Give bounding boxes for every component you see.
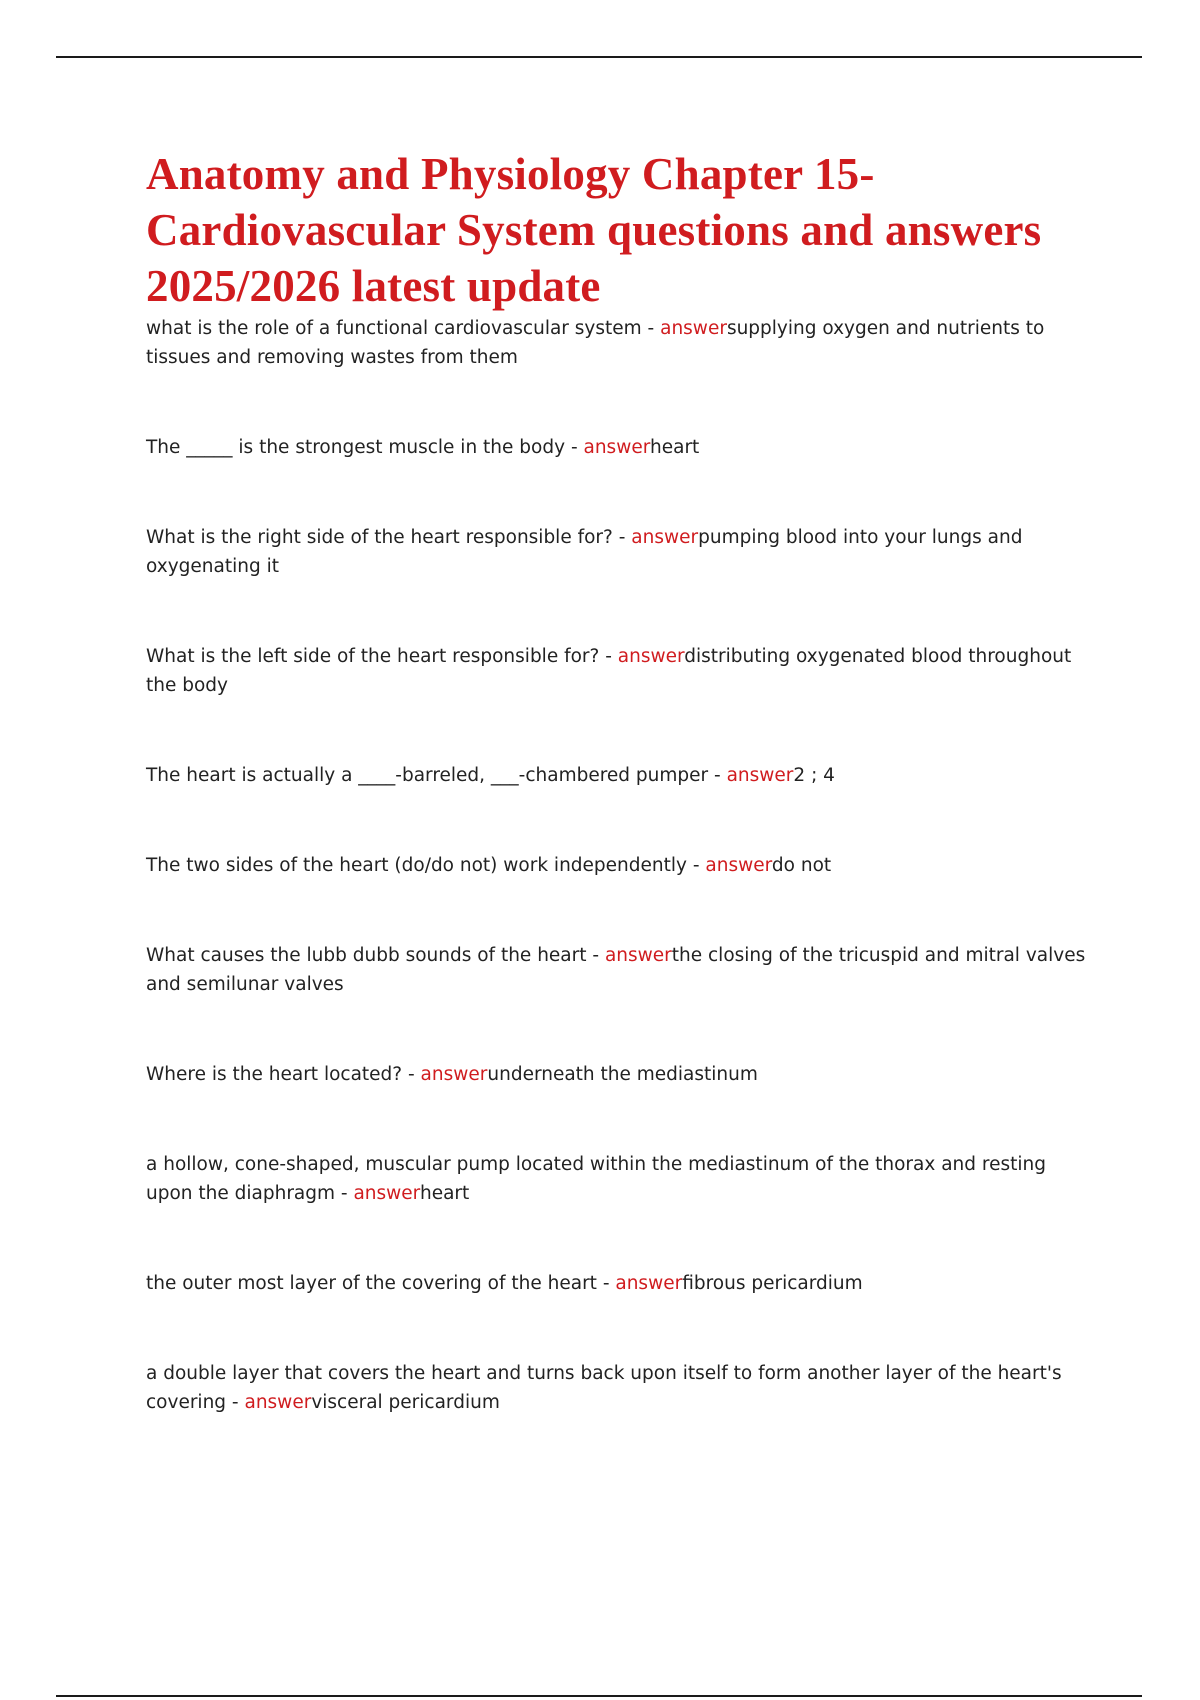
answer-text: underneath the mediastinum — [487, 1064, 758, 1085]
separator: - — [596, 1273, 616, 1294]
answer-text: supplying oxygen and nutrients to tissues and removing wastes from them — [146, 318, 1045, 368]
qa-item — [146, 314, 1086, 372]
question-text: The heart is actually a ____-barreled, ___-chambered pumper — [146, 765, 709, 786]
answer-label: answer — [353, 1183, 420, 1204]
bottom-rule — [56, 1695, 1142, 1697]
separator: - — [335, 1183, 354, 1204]
answer-text: the closing of the tricuspid and mitral valves and semilunar valves — [146, 945, 1086, 995]
answer-text: distributing oxygenated blood throughout the body — [146, 646, 1072, 696]
question-text: What is the left side of the heart responsible for? — [146, 646, 600, 667]
item-spacer — [146, 700, 1086, 761]
item-spacer — [146, 372, 1086, 433]
separator: - — [612, 527, 632, 548]
separator: - — [402, 1064, 421, 1085]
question-text: a double layer that covers the heart and turns back upon itself to form another layer of the heart's covering — [146, 1363, 1062, 1413]
separator: - — [708, 765, 727, 786]
item-spacer — [146, 1298, 1086, 1359]
answer-text: pumping blood into your lungs and oxygenating it — [146, 527, 1023, 577]
answer-text: heart — [419, 1183, 470, 1204]
answer-text: do not — [771, 855, 832, 876]
separator: - — [565, 437, 584, 458]
question-text: a hollow, cone-shaped, muscular pump located within the mediastinum of the thorax and resting upon the diaphragm — [146, 1154, 1046, 1204]
qa-item — [146, 433, 1086, 462]
item-spacer — [146, 999, 1086, 1060]
item-spacer — [146, 790, 1086, 851]
qa-item — [146, 851, 1086, 880]
top-rule — [56, 56, 1142, 58]
question-text: The two sides of the heart (do/do not) work independently — [146, 855, 687, 876]
qa-item — [146, 1060, 1086, 1089]
qa-item — [146, 642, 1086, 700]
question-text: the outer most layer of the covering of the heart — [146, 1273, 597, 1294]
answer-text: fibrous pericardium — [682, 1273, 863, 1294]
answer-label: answer — [420, 1064, 488, 1085]
answer-label: answer — [617, 646, 685, 667]
question-text: The _____ is the strongest muscle in the body — [146, 437, 566, 458]
answer-label: answer — [705, 855, 772, 876]
item-spacer — [146, 462, 1086, 523]
question-text: What causes the lubb dubb sounds of the heart — [146, 945, 587, 966]
qa-item — [146, 1269, 1086, 1298]
item-spacer — [146, 1208, 1086, 1269]
qa-item — [146, 1150, 1086, 1208]
separator: - — [641, 318, 661, 339]
answer-label: answer — [631, 527, 699, 548]
item-spacer — [146, 1089, 1086, 1150]
answer-text: 2 ; 4 — [793, 765, 835, 786]
question-text: Where is the heart located? — [146, 1064, 403, 1085]
separator: - — [599, 646, 618, 667]
document-title: Anatomy and Physiology Chapter 15- Cardiovascular System questions and answers 2025/2026 latest update — [146, 149, 1042, 311]
qa-item — [146, 941, 1086, 999]
answer-label: answer — [726, 765, 794, 786]
answer-label: answer — [615, 1273, 683, 1294]
item-spacer — [146, 581, 1086, 642]
answer-text: visceral pericardium — [311, 1392, 500, 1413]
separator: - — [686, 855, 706, 876]
answer-label: answer — [604, 945, 672, 966]
separator: - — [586, 945, 605, 966]
item-spacer — [146, 880, 1086, 941]
answer-text: heart — [650, 437, 700, 458]
qa-list — [146, 314, 1086, 1417]
document-body — [146, 146, 1086, 1417]
qa-item — [146, 1359, 1086, 1417]
qa-item — [146, 761, 1086, 790]
answer-label: answer — [244, 1392, 312, 1413]
answer-label: answer — [660, 318, 727, 339]
separator: - — [226, 1392, 245, 1413]
qa-item — [146, 523, 1086, 581]
answer-label: answer — [583, 437, 650, 458]
question-text: what is the role of a functional cardiovascular system — [146, 318, 642, 339]
question-text: What is the right side of the heart responsible for? — [146, 527, 613, 548]
